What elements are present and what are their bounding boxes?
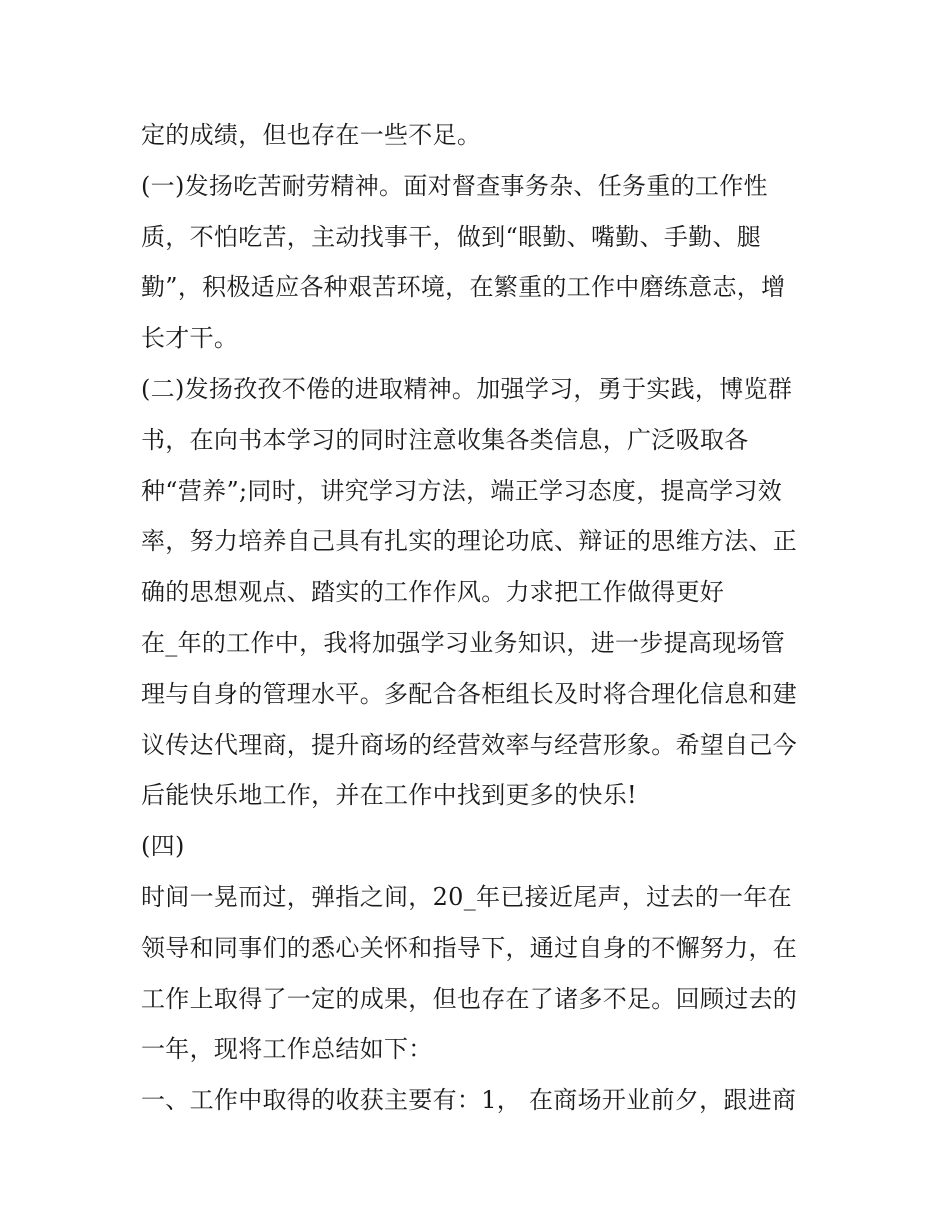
text-line: 确的思想观点、踏实的工作作风。力求把工作做得更好: [141, 578, 725, 607]
text-line: 勤”，积极适应各种艰苦环境，在繁重的工作中磨练意志，增: [141, 273, 786, 302]
text-line: 定的成绩，但也存在一些不足。: [141, 121, 482, 149]
text-line: 种“营养”;同时，讲究学习方法，端正学习态度，提高学习效: [141, 476, 783, 505]
text-line: (二)发扬孜孜不倦的进取精神。加强学习，勇于实践，博览群: [141, 374, 793, 403]
text-line: 质，不怕吃苦，主动找事干，做到“眼勤、嘴勤、手勤、腿: [141, 222, 762, 251]
text-line: 一年，现将工作总结如下：: [141, 1035, 433, 1064]
body-text: [141, 110, 821, 1126]
text-line: 工作上取得了一定的成果，但也存在了诸多不足。回顾过去的: [141, 984, 798, 1013]
text-line: 一、工作中取得的收获主要有：1， 在商场开业前夕，跟进商: [141, 1086, 797, 1115]
section-heading: (四): [141, 832, 185, 861]
text-line: 率，努力培养自己具有扎实的理论功底、辩证的思维方法、正: [141, 527, 798, 556]
text-line: 议传达代理商，提升商场的经营效率与经营形象。希望自己今: [141, 730, 798, 759]
text-line: 理与自身的管理水平。多配合各柜组长及时将合理化信息和建: [141, 679, 798, 708]
text-line: 书，在向书本学习的同时注意收集各类信息，广泛吸取各: [141, 425, 749, 454]
text-line: (一)发扬吃苦耐劳精神。面对督查事务杂、任务重的工作性: [141, 171, 768, 200]
text-line: 在_年的工作中，我将加强学习业务知识，进一步提高现场管: [141, 628, 786, 657]
text-line: 时间一晃而过，弹指之间，20_年已接近尾声，过去的一年在: [141, 882, 792, 911]
text-line: 领导和同事们的悉心关怀和指导下，通过自身的不懈努力，在: [141, 933, 798, 962]
text-line: 长才干。: [141, 324, 239, 353]
text-line: 后能快乐地工作，并在工作中找到更多的快乐!: [141, 781, 637, 810]
